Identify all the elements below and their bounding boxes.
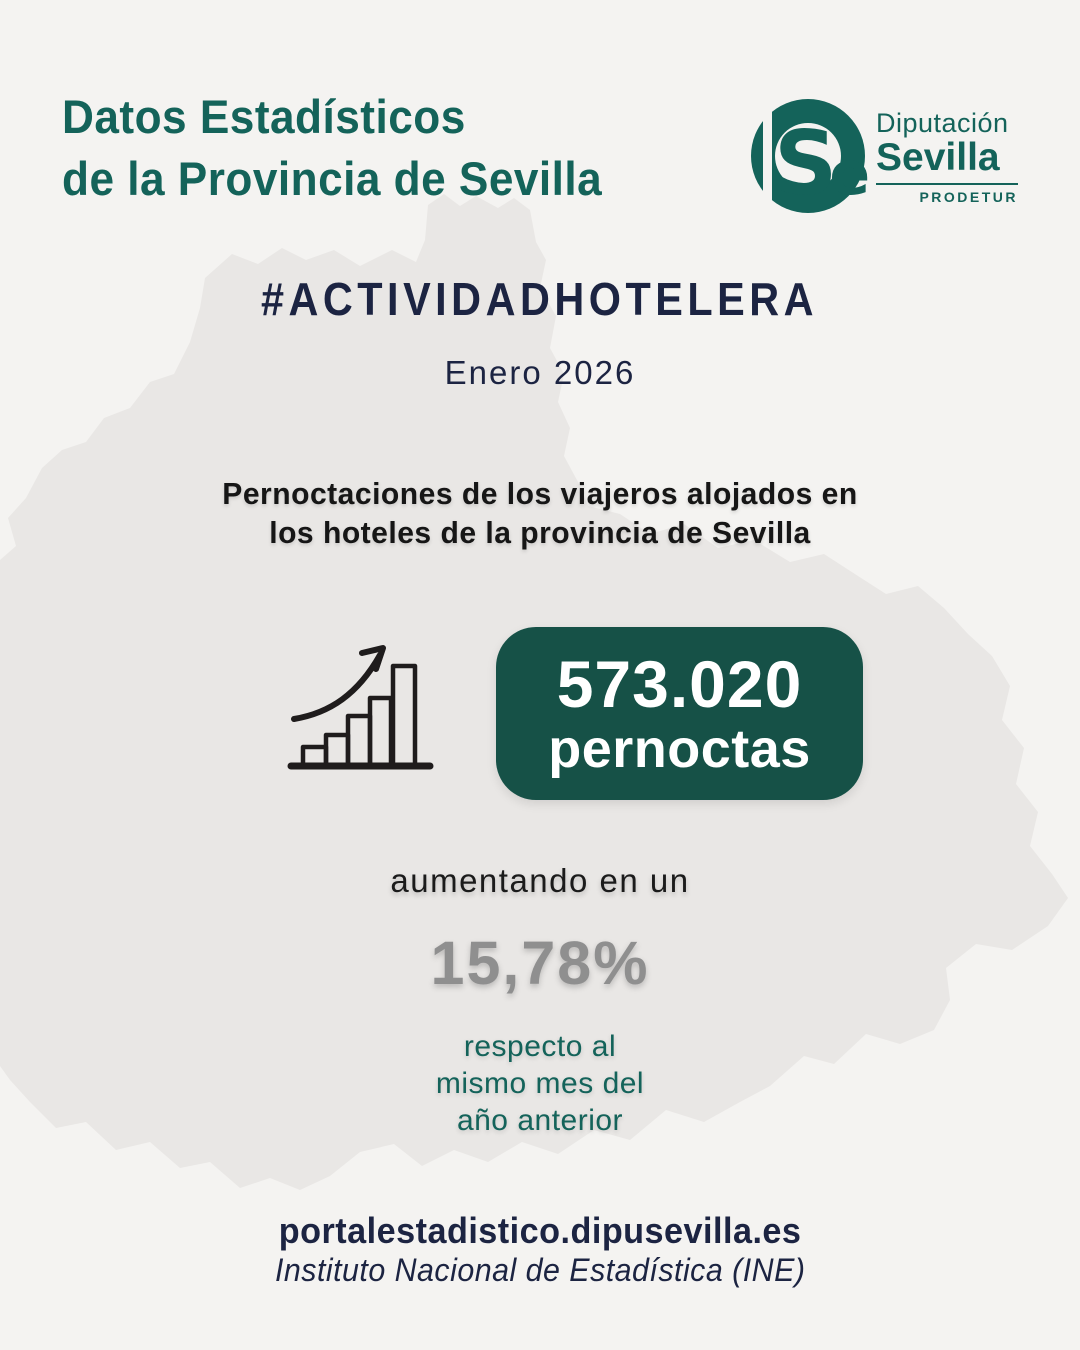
page-title	[62, 86, 602, 210]
svg-text:Se: Se	[774, 112, 870, 215]
growth-bar-chart-icon	[281, 628, 445, 778]
subject-heading	[0, 474, 1080, 552]
variation-percent: 15,78%	[430, 929, 650, 997]
logo-wordmark	[876, 108, 1018, 205]
subject-line2: los hoteles de la provincia de Sevilla	[269, 515, 811, 550]
logo-org-line1: Diputación	[876, 108, 1009, 138]
campaign-hashtag: #ACTIVIDADHOTELERA	[261, 273, 819, 325]
logo-subbrand: PRODETUR	[919, 189, 1018, 205]
campaign-period: Enero 2026	[444, 354, 636, 391]
variation-lead: aumentando en un	[390, 862, 690, 899]
variation-note	[0, 1028, 1080, 1139]
diputacion-sevilla-logo	[746, 92, 1036, 224]
variation-note-line1: respecto al	[463, 1030, 617, 1063]
logo-divider	[876, 183, 1018, 185]
variation-note-line2: mismo mes del	[435, 1067, 645, 1100]
portal-url: portalestadistico.dipusevilla.es	[278, 1210, 802, 1251]
data-source: Instituto Nacional de Estadística (INE)	[274, 1252, 806, 1288]
subject-line1: Pernoctaciones de los viajeros alojados en	[222, 476, 858, 511]
logo-org-line2: Sevilla	[876, 136, 1000, 179]
metric-value: 573.020	[556, 646, 803, 721]
page-title-line1: Datos Estadísticos	[62, 90, 466, 143]
page-title-line2: de la Provincia de Sevilla	[62, 152, 603, 205]
metric-unit: pernoctas	[548, 718, 811, 779]
key-metric-box	[496, 627, 863, 800]
dse-monogram-icon	[746, 92, 870, 224]
variation-note-line3: año anterior	[456, 1104, 624, 1137]
